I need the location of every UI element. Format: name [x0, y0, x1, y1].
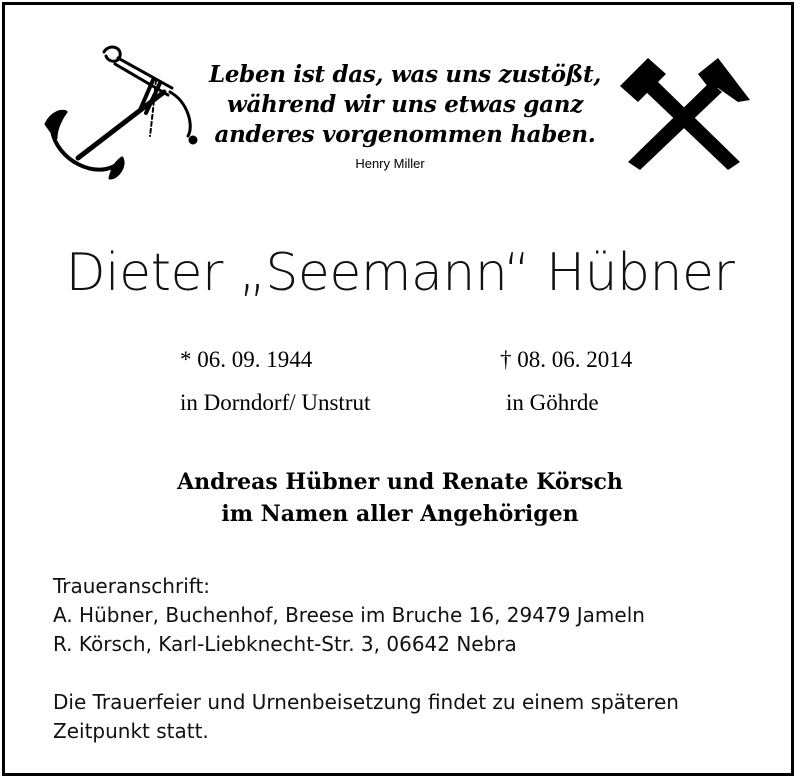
- crossed-hammers-icon: [614, 52, 750, 172]
- address-line: A. Hübner, Buchenhof, Breese im Bruche 16, 29479 Jameln: [53, 603, 645, 627]
- mourners-line: im Namen aller Angehörigen: [221, 501, 579, 527]
- death-place: in Göhrde: [506, 390, 599, 415]
- address-label: Traueranschrift:: [53, 574, 211, 598]
- birth-date: * 06. 09. 1944: [180, 347, 313, 372]
- address-line: R. Körsch, Karl-Liebknecht-Str. 3, 06642 Nebra: [53, 632, 517, 656]
- quote: [190, 60, 620, 150]
- mourners: [0, 466, 800, 530]
- deceased-name: Dieter „Seemann“ Hübner: [65, 243, 735, 303]
- mourning-address: [53, 572, 645, 659]
- quote-line: anderes vorgenommen haben.: [214, 121, 596, 148]
- quote-line: während wir uns etwas ganz: [227, 91, 583, 118]
- notice-line: Die Trauerfeier und Urnenbeisetzung findet zu einem späteren: [53, 690, 679, 714]
- funeral-notice: [53, 688, 679, 746]
- quote-author: Henry Miller: [355, 156, 425, 171]
- notice-line: Zeitpunkt statt.: [53, 719, 209, 743]
- birth-place: in Dorndorf/ Unstrut: [180, 390, 371, 415]
- anchor-icon: [38, 40, 208, 190]
- quote-line: Leben ist das, was uns zustößt,: [208, 61, 602, 88]
- mourners-line: Andreas Hübner und Renate Körsch: [177, 469, 623, 495]
- death-date: † 08. 06. 2014: [500, 347, 633, 372]
